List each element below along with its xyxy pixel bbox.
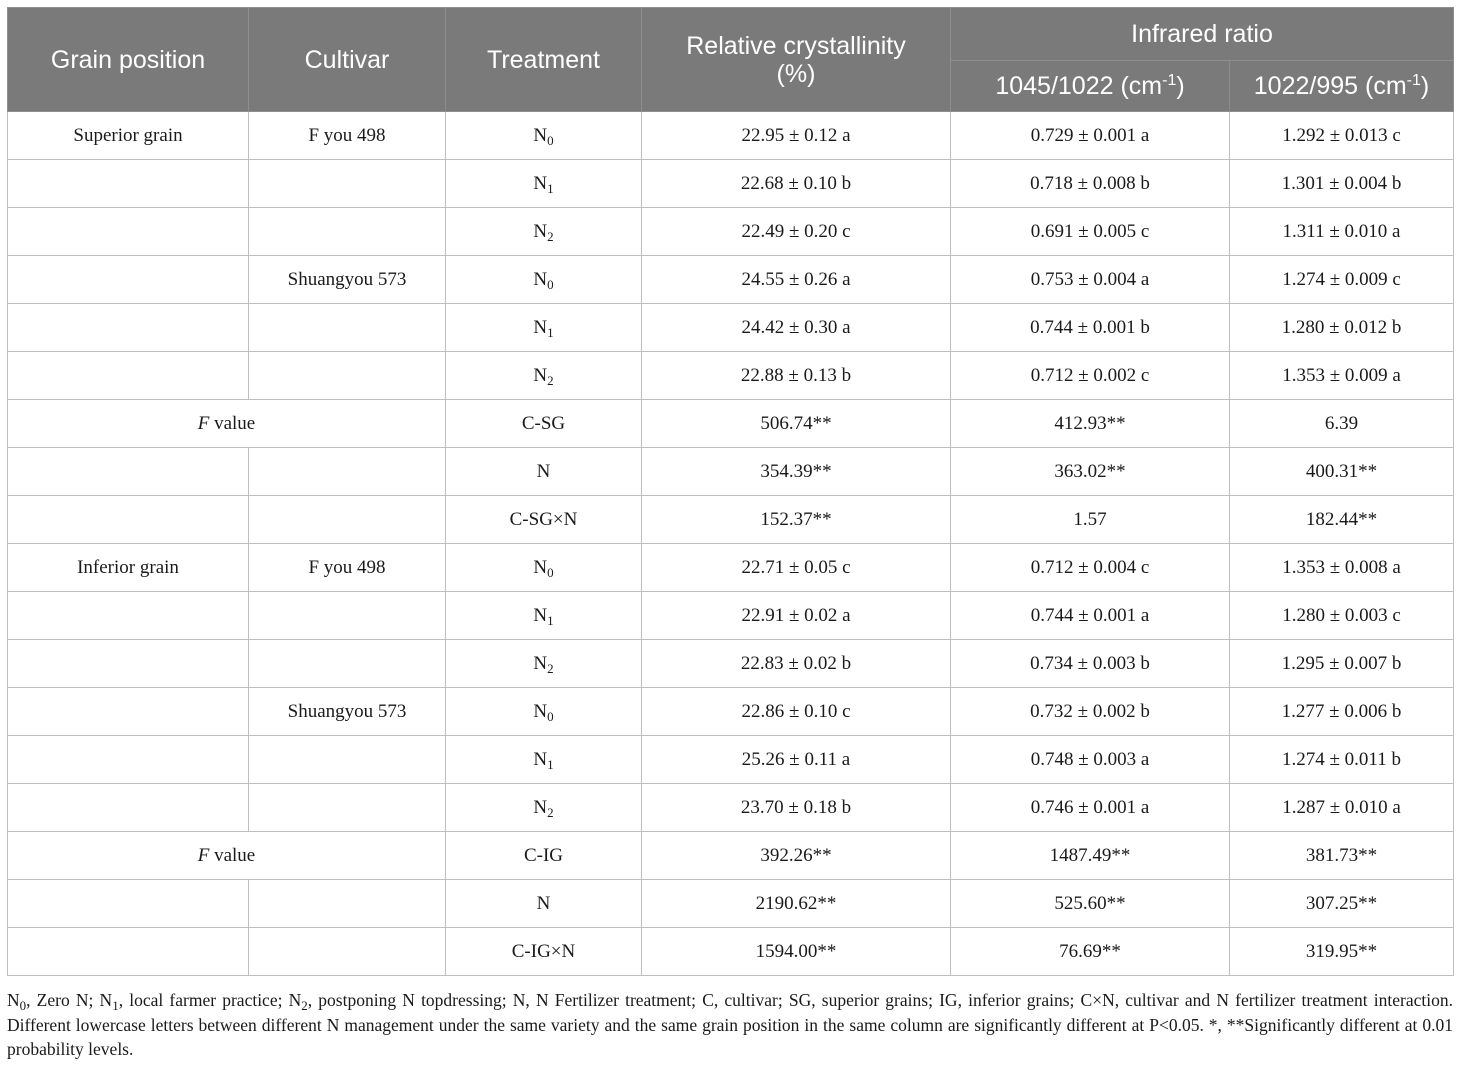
cell-ir-1022-995: 1.277 ± 0.006 b xyxy=(1230,688,1454,736)
cell-treatment xyxy=(446,304,642,352)
cell-ir-1022-995: 1.274 ± 0.009 c xyxy=(1230,256,1454,304)
f-value-label xyxy=(8,400,446,448)
cell-treatment xyxy=(446,592,642,640)
cell-ir-1022-995: 1.311 ± 0.010 a xyxy=(1230,208,1454,256)
cell-ir-1022-995: 1.353 ± 0.009 a xyxy=(1230,352,1454,400)
cell-cultivar: F you 498 xyxy=(249,544,446,592)
cell-grain-position xyxy=(8,928,249,976)
cell-ir-1022-995: 307.25** xyxy=(1230,880,1454,928)
cell-cultivar xyxy=(249,736,446,784)
cell-ir-1045-1022: 363.02** xyxy=(951,448,1230,496)
table-row xyxy=(8,160,1454,208)
cell-ir-1045-1022: 0.691 ± 0.005 c xyxy=(951,208,1230,256)
cell-relative-crystallinity: 22.68 ± 0.10 b xyxy=(642,160,951,208)
header-relative-crystallinity-unit: (%) xyxy=(776,59,816,88)
cell-relative-crystallinity: 354.39** xyxy=(642,448,951,496)
treatment-subscript: 1 xyxy=(547,324,554,340)
cell-treatment xyxy=(446,928,642,976)
footnote-part0: , Zero N; N xyxy=(26,990,113,1010)
cell-treatment xyxy=(446,448,642,496)
cell-cultivar xyxy=(249,928,446,976)
cell-ir-1022-995: 1.301 ± 0.004 b xyxy=(1230,160,1454,208)
cell-treatment xyxy=(446,880,642,928)
cell-relative-crystallinity: 1594.00** xyxy=(642,928,951,976)
cell-treatment xyxy=(446,688,642,736)
footnote-sub0: 0 xyxy=(19,998,27,1013)
cell-relative-crystallinity: 22.88 ± 0.13 b xyxy=(642,352,951,400)
cell-ir-1045-1022: 1.57 xyxy=(951,496,1230,544)
cell-relative-crystallinity: 22.49 ± 0.20 c xyxy=(642,208,951,256)
cell-ir-1045-1022: 525.60** xyxy=(951,880,1230,928)
treatment-label: N xyxy=(533,364,548,386)
cell-grain-position: Inferior grain xyxy=(8,544,249,592)
treatment-label: C-IG×N xyxy=(511,940,576,962)
header-relative-crystallinity-label: Relative crystallinity xyxy=(686,31,906,60)
cell-ir-1045-1022: 0.734 ± 0.003 b xyxy=(951,640,1230,688)
table-row xyxy=(8,256,1454,304)
data-table-container xyxy=(7,7,1453,976)
header-ir-1022-995 xyxy=(1230,61,1454,112)
table-row xyxy=(8,544,1454,592)
table-row xyxy=(8,304,1454,352)
cell-ir-1045-1022: 0.753 ± 0.004 a xyxy=(951,256,1230,304)
table-row xyxy=(8,880,1454,928)
cell-grain-position xyxy=(8,640,249,688)
treatment-label: C-IG xyxy=(523,844,564,866)
cell-relative-crystallinity: 392.26** xyxy=(642,832,951,880)
cell-treatment xyxy=(446,544,642,592)
cell-cultivar xyxy=(249,448,446,496)
cell-ir-1045-1022: 412.93** xyxy=(951,400,1230,448)
cell-relative-crystallinity: 22.83 ± 0.02 b xyxy=(642,640,951,688)
cell-ir-1045-1022: 0.744 ± 0.001 b xyxy=(951,304,1230,352)
treatment-label: N xyxy=(533,172,548,194)
cell-ir-1022-995: 1.280 ± 0.003 c xyxy=(1230,592,1454,640)
cell-cultivar xyxy=(249,304,446,352)
treatment-subscript: 2 xyxy=(547,228,554,244)
cell-cultivar: Shuangyou 573 xyxy=(249,256,446,304)
footnote-n0: N xyxy=(7,990,20,1010)
treatment-label: C-SG×N xyxy=(509,508,578,530)
cell-grain-position xyxy=(8,208,249,256)
footnote-part1: , local farmer practice; N xyxy=(118,990,302,1010)
header-ir-1045-1022-label: 1045/1022 (cm xyxy=(995,72,1163,100)
f-value-label xyxy=(8,832,446,880)
cell-treatment xyxy=(446,736,642,784)
cell-treatment xyxy=(446,208,642,256)
treatment-label: N xyxy=(533,220,548,242)
treatment-subscript: 2 xyxy=(547,660,554,676)
cell-relative-crystallinity: 24.42 ± 0.30 a xyxy=(642,304,951,352)
cell-relative-crystallinity: 22.86 ± 0.10 c xyxy=(642,688,951,736)
header-ir-1022-995-label: 1022/995 (cm xyxy=(1253,72,1407,100)
cell-ir-1022-995: 319.95** xyxy=(1230,928,1454,976)
table-row xyxy=(8,688,1454,736)
cell-ir-1022-995: 182.44** xyxy=(1230,496,1454,544)
cell-cultivar xyxy=(249,880,446,928)
table-row xyxy=(8,640,1454,688)
footnote-sub1: 1 xyxy=(112,998,119,1013)
cell-relative-crystallinity: 24.55 ± 0.26 a xyxy=(642,256,951,304)
footnote-sub2: 2 xyxy=(301,998,308,1013)
cell-relative-crystallinity: 23.70 ± 0.18 b xyxy=(642,784,951,832)
cell-ir-1045-1022: 0.712 ± 0.002 c xyxy=(951,352,1230,400)
cell-relative-crystallinity: 506.74** xyxy=(642,400,951,448)
cell-grain-position xyxy=(8,688,249,736)
f-value-italic: F xyxy=(197,412,210,434)
treatment-label: N xyxy=(533,124,548,146)
cell-ir-1022-995: 1.295 ± 0.007 b xyxy=(1230,640,1454,688)
cell-cultivar: Shuangyou 573 xyxy=(249,688,446,736)
cell-cultivar xyxy=(249,640,446,688)
treatment-label: N xyxy=(533,268,548,290)
treatment-label: N xyxy=(533,316,548,338)
cell-ir-1022-995: 6.39 xyxy=(1230,400,1454,448)
cell-grain-position xyxy=(8,496,249,544)
treatment-label: N xyxy=(536,892,551,914)
cell-ir-1045-1022: 0.718 ± 0.008 b xyxy=(951,160,1230,208)
cell-treatment xyxy=(446,112,642,160)
cell-cultivar: F you 498 xyxy=(249,112,446,160)
cell-treatment xyxy=(446,400,642,448)
table-row xyxy=(8,448,1454,496)
treatment-label: N xyxy=(533,748,548,770)
table-row xyxy=(8,736,1454,784)
table-footnote xyxy=(7,988,1453,1062)
table-body xyxy=(8,112,1454,976)
cell-ir-1022-995: 1.353 ± 0.008 a xyxy=(1230,544,1454,592)
treatment-subscript: 1 xyxy=(547,756,554,772)
unit-superscript: -1 xyxy=(1162,72,1177,89)
cell-relative-crystallinity: 2190.62** xyxy=(642,880,951,928)
cell-ir-1045-1022: 0.712 ± 0.004 c xyxy=(951,544,1230,592)
treatment-subscript: 0 xyxy=(547,276,554,292)
unit-superscript: -1 xyxy=(1406,72,1421,89)
cell-treatment xyxy=(446,352,642,400)
cell-grain-position: Superior grain xyxy=(8,112,249,160)
cell-treatment xyxy=(446,832,642,880)
treatment-label: N xyxy=(533,652,548,674)
treatment-label: N xyxy=(533,796,548,818)
treatment-label: N xyxy=(533,604,548,626)
data-table xyxy=(7,7,1454,976)
cell-grain-position xyxy=(8,736,249,784)
header-grain-position: Grain position xyxy=(8,8,249,112)
cell-cultivar xyxy=(249,592,446,640)
table-row xyxy=(8,496,1454,544)
f-value-italic: F xyxy=(197,844,210,866)
table-row xyxy=(8,352,1454,400)
treatment-label: N xyxy=(536,460,551,482)
cell-ir-1022-995: 381.73** xyxy=(1230,832,1454,880)
cell-ir-1045-1022: 76.69** xyxy=(951,928,1230,976)
cell-relative-crystallinity: 22.71 ± 0.05 c xyxy=(642,544,951,592)
unit-close: ) xyxy=(1176,72,1185,100)
cell-grain-position xyxy=(8,352,249,400)
cell-cultivar xyxy=(249,160,446,208)
table-row xyxy=(8,928,1454,976)
header-ir-1045-1022 xyxy=(951,61,1230,112)
cell-relative-crystallinity: 152.37** xyxy=(642,496,951,544)
cell-ir-1022-995: 400.31** xyxy=(1230,448,1454,496)
treatment-subscript: 2 xyxy=(547,804,554,820)
cell-ir-1045-1022: 0.746 ± 0.001 a xyxy=(951,784,1230,832)
treatment-subscript: 2 xyxy=(547,372,554,388)
cell-grain-position xyxy=(8,784,249,832)
table-row xyxy=(8,112,1454,160)
cell-treatment xyxy=(446,496,642,544)
header-cultivar: Cultivar xyxy=(249,8,446,112)
table-row xyxy=(8,208,1454,256)
table-header xyxy=(8,8,1454,112)
cell-ir-1045-1022: 0.744 ± 0.001 a xyxy=(951,592,1230,640)
unit-close: ) xyxy=(1420,72,1430,100)
f-value-text: value xyxy=(209,844,256,866)
cell-ir-1045-1022: 0.732 ± 0.002 b xyxy=(951,688,1230,736)
cell-ir-1022-995: 1.292 ± 0.013 c xyxy=(1230,112,1454,160)
cell-treatment xyxy=(446,256,642,304)
cell-ir-1045-1022: 0.729 ± 0.001 a xyxy=(951,112,1230,160)
cell-treatment xyxy=(446,160,642,208)
cell-ir-1045-1022: 1487.49** xyxy=(951,832,1230,880)
treatment-subscript: 0 xyxy=(547,564,554,580)
cell-relative-crystallinity: 25.26 ± 0.11 a xyxy=(642,736,951,784)
treatment-label: N xyxy=(533,700,548,722)
table-row xyxy=(8,592,1454,640)
footnote-text xyxy=(7,988,1453,1062)
table-row xyxy=(8,832,1454,880)
cell-ir-1022-995: 1.280 ± 0.012 b xyxy=(1230,304,1454,352)
cell-ir-1022-995: 1.274 ± 0.011 b xyxy=(1230,736,1454,784)
cell-grain-position xyxy=(8,160,249,208)
treatment-subscript: 0 xyxy=(547,132,554,148)
cell-cultivar xyxy=(249,496,446,544)
cell-grain-position xyxy=(8,256,249,304)
header-infrared-ratio: Infrared ratio xyxy=(951,8,1454,61)
cell-cultivar xyxy=(249,208,446,256)
header-relative-crystallinity xyxy=(642,8,951,112)
cell-treatment xyxy=(446,784,642,832)
cell-grain-position xyxy=(8,304,249,352)
cell-cultivar xyxy=(249,784,446,832)
header-treatment: Treatment xyxy=(446,8,642,112)
cell-grain-position xyxy=(8,880,249,928)
cell-ir-1022-995: 1.287 ± 0.010 a xyxy=(1230,784,1454,832)
table-row xyxy=(8,400,1454,448)
treatment-label: C-SG xyxy=(521,412,566,434)
cell-cultivar xyxy=(249,352,446,400)
footnote-part2: , postponing N topdressing; N, N Fertilizer treatment; C, cultivar; SG, superior grains; IG, inferior grains; C×N, cultivar and N fertilizer treatment interaction. Different lowercase letters between different N management under the same variety and the same grain position in the same column are significantly different at P<0.05. *, **Significantly different at 0.01 probability levels. xyxy=(7,990,1453,1059)
treatment-subscript: 0 xyxy=(547,708,554,724)
cell-ir-1045-1022: 0.748 ± 0.003 a xyxy=(951,736,1230,784)
treatment-subscript: 1 xyxy=(547,612,554,628)
treatment-subscript: 1 xyxy=(547,180,554,196)
cell-treatment xyxy=(446,640,642,688)
cell-relative-crystallinity: 22.95 ± 0.12 a xyxy=(642,112,951,160)
treatment-label: N xyxy=(533,556,548,578)
cell-grain-position xyxy=(8,592,249,640)
cell-relative-crystallinity: 22.91 ± 0.02 a xyxy=(642,592,951,640)
table-row xyxy=(8,784,1454,832)
f-value-text: value xyxy=(209,412,256,434)
cell-grain-position xyxy=(8,448,249,496)
